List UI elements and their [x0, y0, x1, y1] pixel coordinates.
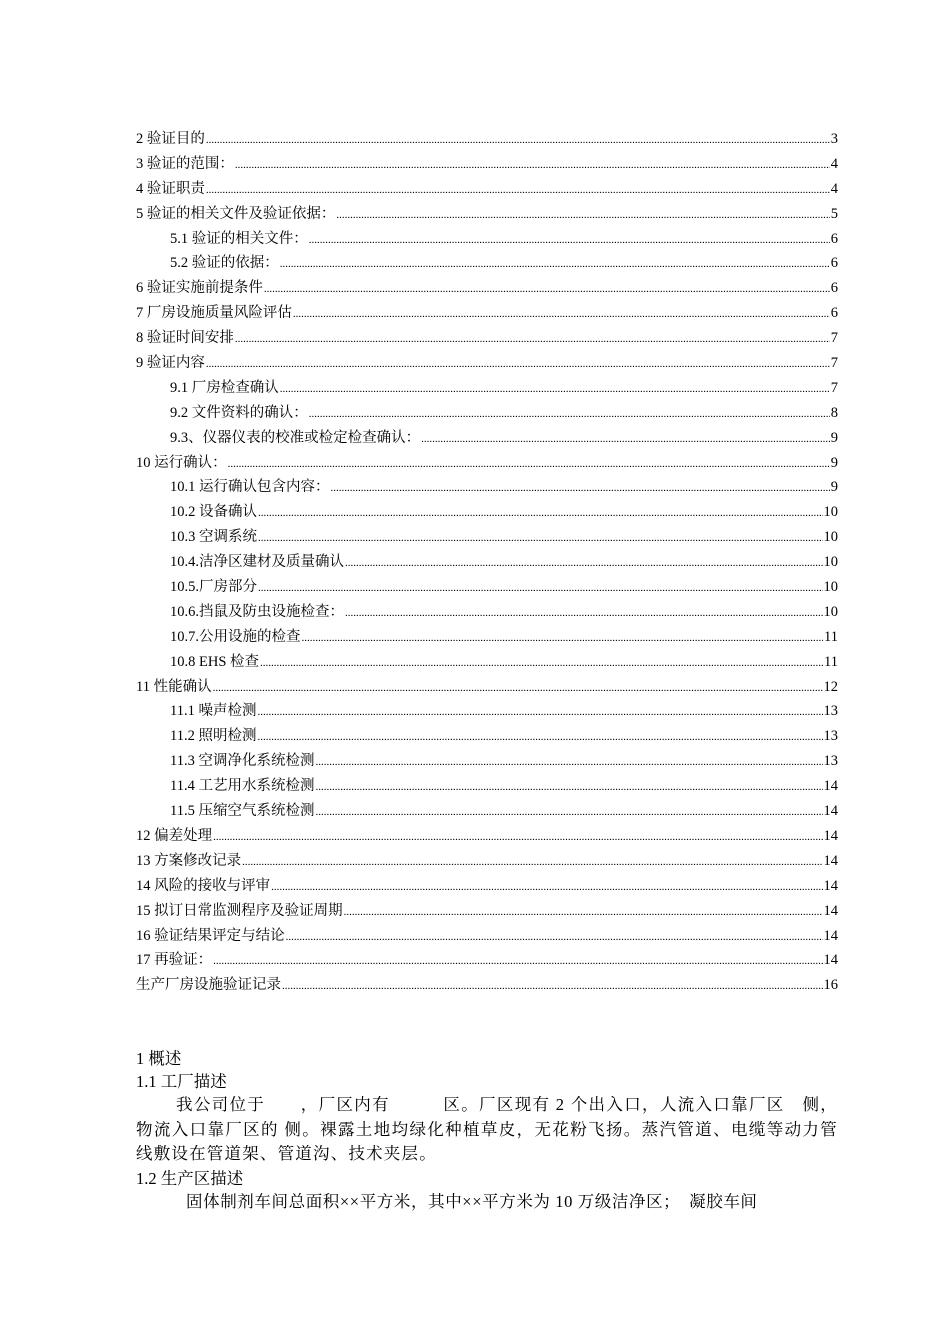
toc-entry[interactable]: [136, 973, 838, 998]
paragraph: 我公司位于 ，厂区内有 区。厂区现有 2 个出入口，人流入口靠厂区 侧，物流入口靠厂区的 侧。裸露土地均绿化种植草皮，无花粉飞扬。蒸汽管道、电缆等动力管线敷设在管道架、管道沟、技术夹层。: [136, 1095, 838, 1163]
toc-dot-leader: [257, 700, 822, 725]
toc-entry[interactable]: [136, 699, 838, 724]
toc-entry-title: 12 偏差处理: [136, 827, 213, 844]
toc-dot-leader: [286, 925, 823, 950]
toc-dot-leader: [315, 750, 822, 775]
toc-dot-leader: [309, 402, 830, 427]
toc-page-number: 14: [823, 952, 838, 969]
toc-entry-title: 10 运行确认：: [136, 454, 227, 471]
toc-entry[interactable]: [136, 749, 838, 774]
toc-dot-leader: [213, 949, 822, 974]
toc-entry-title: 5.2 验证的依据：: [170, 255, 279, 272]
toc-entry[interactable]: [136, 500, 838, 525]
toc-page-number: 9: [830, 454, 838, 471]
toc-dot-leader: [235, 327, 830, 352]
toc-entry[interactable]: [136, 451, 838, 476]
toc-entry-title: 10.3 空调系统: [170, 529, 257, 546]
toc-entry[interactable]: [136, 301, 838, 326]
toc-entry-title: 9.1 厂房检查确认: [170, 379, 279, 396]
subsection-heading: 1.1 工厂描述: [136, 1072, 227, 1091]
toc-page-number: 8: [830, 404, 838, 421]
toc-entry-title: 16 验证结果评定与结论: [136, 927, 285, 944]
toc-entry[interactable]: [136, 874, 838, 899]
toc-entry-title: 11 性能确认: [136, 678, 212, 695]
toc-entry-title: 10.8 EHS 检查: [170, 653, 260, 670]
toc-page-number: 12: [823, 678, 838, 695]
toc-entry-title: 7 厂房设施质量风险评估: [136, 305, 292, 322]
toc-page-number: 16: [823, 977, 838, 994]
toc-dot-leader: [235, 153, 830, 178]
toc-entry[interactable]: [136, 276, 838, 301]
toc-entry-title: 11.5 压缩空气系统检测: [170, 803, 315, 820]
toc-dot-leader: [260, 651, 823, 676]
toc-page-number: 14: [823, 827, 838, 844]
toc-entry-title: 9.3、仪器仪表的校准或检定检查确认：: [170, 429, 421, 446]
toc-page-number: 6: [830, 230, 838, 247]
toc-dot-leader: [309, 228, 830, 253]
toc-page-number: 4: [830, 155, 838, 172]
toc-entry[interactable]: [136, 177, 838, 202]
toc-entry-title: 15 拟订日常监测程序及验证周期: [136, 902, 343, 919]
toc-dot-leader: [206, 128, 830, 153]
toc-dot-leader: [421, 427, 830, 452]
paragraph: 固体制剂车间总面积××平方米，其中××平方米为 10 万级洁净区； 凝胶车间: [186, 1191, 758, 1211]
toc-entry-title: 11.3 空调净化系统检测: [170, 753, 315, 770]
toc-dot-leader: [206, 352, 830, 377]
toc-page-number: 4: [830, 180, 838, 197]
toc-dot-leader: [271, 875, 822, 900]
toc-entry-title: 8 验证时间安排: [136, 330, 234, 347]
toc-page-number: 3: [830, 131, 838, 147]
toc-entry-title: 10.1 运行确认包含内容：: [170, 479, 330, 496]
toc-dot-leader: [293, 302, 830, 327]
toc-entry-title: 10.2 设备确认: [170, 504, 257, 521]
toc-page-number: 14: [823, 852, 838, 869]
toc-entry[interactable]: [136, 401, 838, 426]
toc-page-number: 13: [823, 753, 838, 770]
toc-page-number: 7: [830, 330, 838, 347]
toc-entry-title: 10.5.厂房部分: [170, 579, 257, 596]
toc-page-number: 9: [830, 479, 838, 496]
toc-entry[interactable]: [136, 600, 838, 625]
toc-dot-leader: [315, 775, 822, 800]
toc-entry-title: 11.1 噪声检测: [170, 703, 257, 720]
toc-entry[interactable]: [136, 351, 838, 376]
toc-entry[interactable]: [136, 724, 838, 749]
toc-dot-leader: [213, 825, 822, 850]
toc-entry-title: 13 方案修改记录: [136, 852, 242, 869]
toc-entry-title: 11.4 工艺用水系统检测: [170, 778, 315, 795]
toc-entry[interactable]: [136, 675, 838, 700]
toc-entry-title: 生产厂房设施验证记录: [136, 977, 281, 994]
toc-dot-leader: [280, 252, 830, 277]
toc-page-number: 6: [830, 305, 838, 322]
toc-entry-title: 6 验证实施前提条件: [136, 280, 263, 297]
toc-entry[interactable]: [136, 849, 838, 874]
toc-page-number: 14: [823, 877, 838, 894]
toc-page-number: 11: [824, 653, 838, 670]
toc-entry-title: 10.4.洁净区建材及质量确认: [170, 554, 344, 571]
toc-entry[interactable]: [136, 650, 838, 675]
toc-page-number: 9: [830, 429, 838, 446]
toc-dot-leader: [282, 974, 823, 999]
toc-entry-title: 10.7.公用设施的检查: [170, 628, 301, 645]
toc-dot-leader: [257, 725, 822, 750]
toc-entry[interactable]: [136, 251, 838, 276]
toc-entry[interactable]: [136, 227, 838, 252]
toc-dot-leader: [206, 178, 830, 203]
toc-dot-leader: [258, 501, 823, 526]
toc-page-number: 10: [823, 554, 838, 571]
toc-dot-leader: [258, 576, 823, 601]
toc-dot-leader: [213, 676, 823, 701]
toc-page-number: 6: [830, 280, 838, 297]
subsection-heading: 1.2 生产区描述: [136, 1168, 244, 1188]
toc-entry-title: 5 验证的相关文件及验证依据：: [136, 205, 336, 222]
toc-entry[interactable]: [136, 475, 838, 500]
toc-entry-title: 5.1 验证的相关文件：: [170, 230, 308, 247]
toc-page-number: 14: [823, 927, 838, 944]
toc-entry[interactable]: [136, 127, 838, 152]
toc-entry-title: 14 风险的接收与评审: [136, 877, 271, 894]
toc-entry[interactable]: [136, 326, 838, 351]
toc-dot-leader: [345, 551, 823, 576]
table-of-contents: [136, 127, 838, 998]
toc-page-number: 14: [823, 803, 838, 820]
toc-entry[interactable]: [136, 799, 838, 824]
toc-dot-leader: [345, 601, 823, 626]
toc-dot-leader: [302, 626, 824, 651]
toc-dot-leader: [228, 452, 830, 477]
toc-entry[interactable]: [136, 202, 838, 227]
toc-entry[interactable]: [136, 899, 838, 924]
toc-page-number: 5: [830, 205, 838, 222]
toc-page-number: 6: [830, 255, 838, 272]
toc-page-number: 10: [823, 529, 838, 546]
toc-dot-leader: [242, 850, 822, 875]
toc-dot-leader: [315, 800, 822, 825]
toc-entry[interactable]: [136, 774, 838, 799]
toc-dot-leader: [344, 900, 823, 925]
toc-page-number: 13: [823, 728, 838, 745]
toc-page-number: 7: [830, 379, 838, 396]
toc-entry[interactable]: [136, 948, 838, 973]
toc-entry-title: 17 再验证：: [136, 952, 213, 969]
toc-entry-title: 10.6.挡鼠及防虫设施检查：: [170, 603, 344, 620]
toc-dot-leader: [280, 377, 830, 402]
toc-page-number: 7: [830, 355, 838, 372]
toc-entry[interactable]: [136, 525, 838, 550]
toc-dot-leader: [336, 203, 829, 228]
toc-entry[interactable]: [136, 152, 838, 177]
toc-entry-title: 11.2 照明检测: [170, 728, 257, 745]
toc-entry-title: 3 验证的范围：: [136, 155, 234, 172]
toc-entry[interactable]: [136, 376, 838, 401]
toc-page-number: 13: [823, 703, 838, 720]
document-body: [136, 1047, 838, 1214]
toc-entry[interactable]: [136, 550, 838, 575]
toc-page-number: 14: [823, 902, 838, 919]
toc-entry-title: 2 验证目的: [136, 131, 205, 147]
toc-page-number: 11: [824, 628, 838, 645]
toc-dot-leader: [264, 277, 830, 302]
toc-entry[interactable]: [136, 575, 838, 600]
toc-entry-title: 4 验证职责: [136, 180, 205, 197]
toc-page-number: 10: [823, 504, 838, 521]
section-heading: 1 概述: [136, 1049, 182, 1068]
toc-page-number: 14: [823, 778, 838, 795]
toc-entry-title: 9.2 文件资料的确认：: [170, 404, 308, 421]
toc-dot-leader: [258, 526, 823, 551]
toc-entry-title: 9 验证内容: [136, 355, 205, 372]
toc-page-number: 10: [823, 603, 838, 620]
toc-page-number: 10: [823, 579, 838, 596]
toc-entry[interactable]: [136, 924, 838, 949]
toc-entry[interactable]: [136, 426, 838, 451]
toc-dot-leader: [331, 476, 830, 501]
toc-entry[interactable]: [136, 824, 838, 849]
toc-entry[interactable]: [136, 625, 838, 650]
